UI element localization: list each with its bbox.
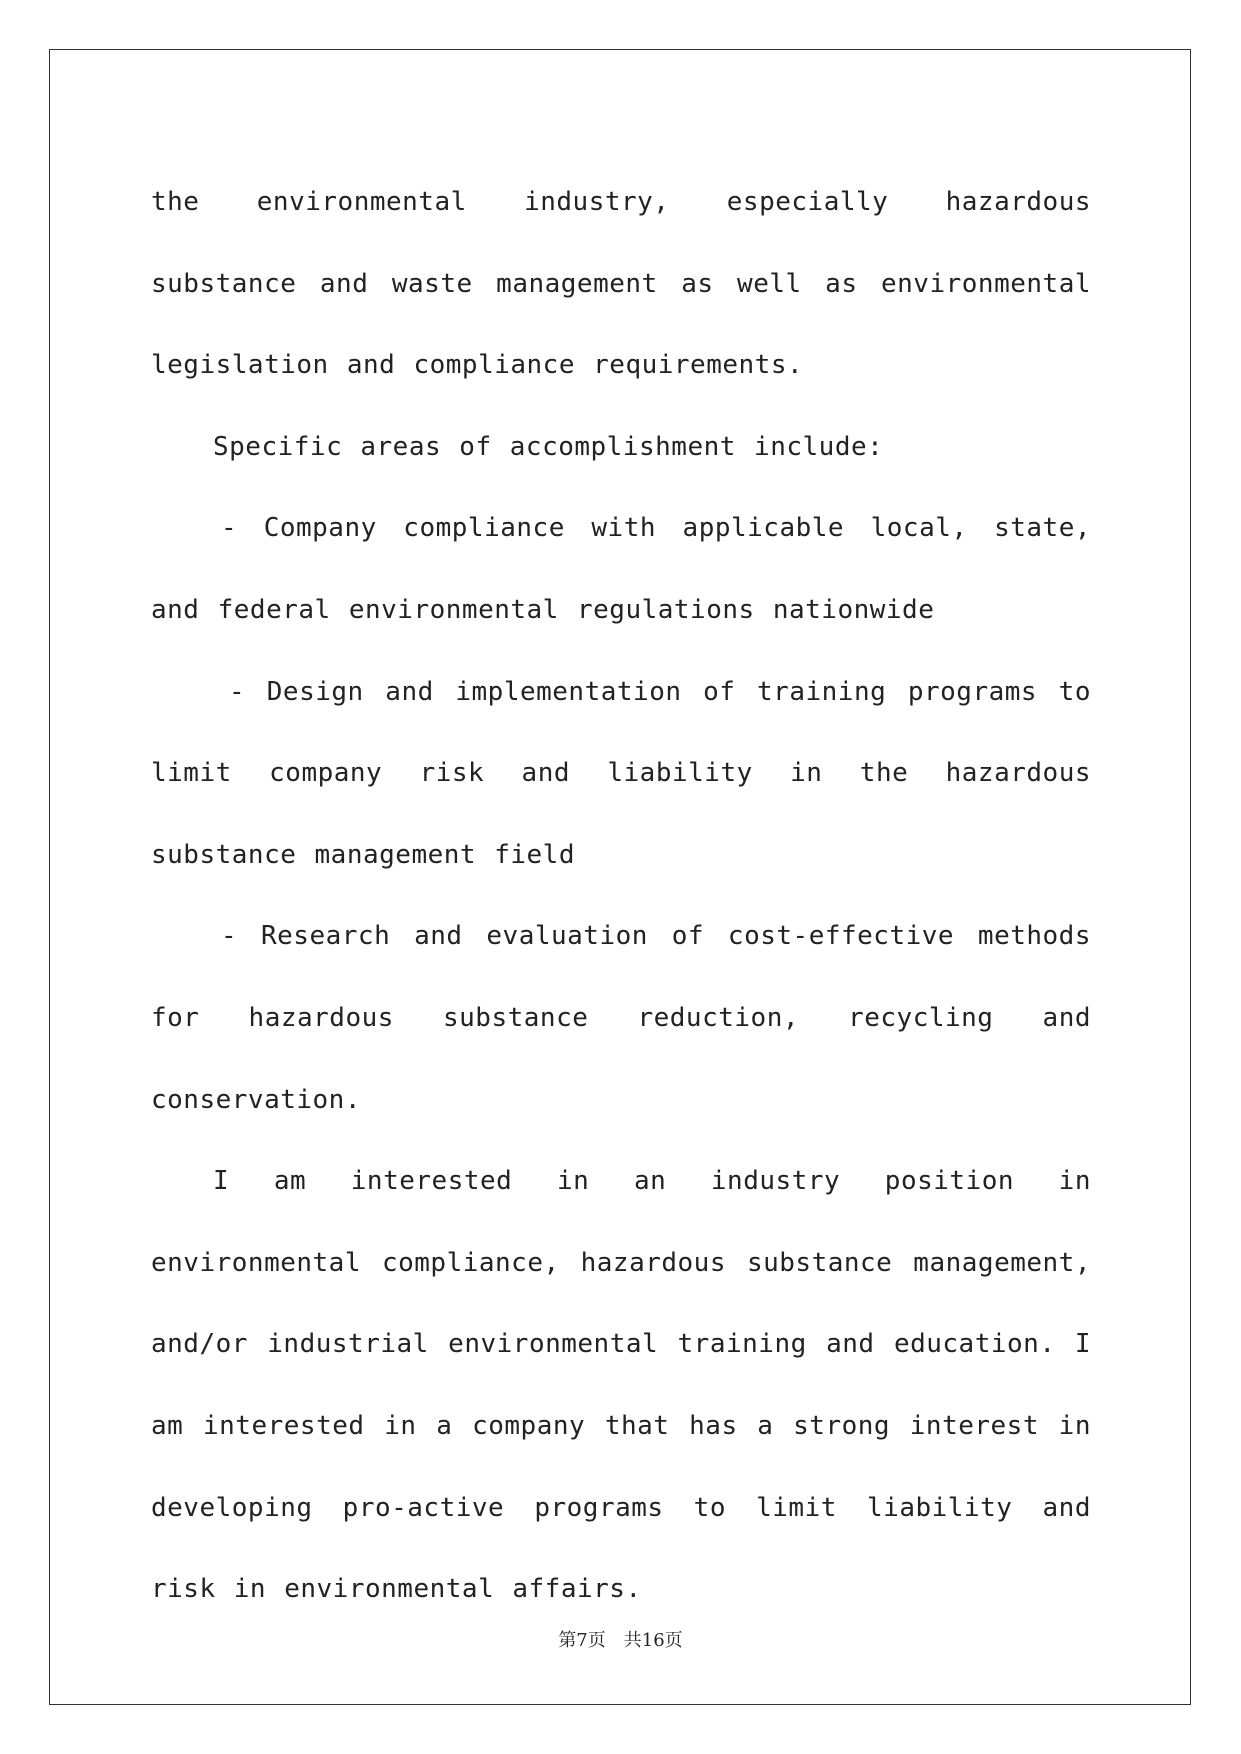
document-body — [151, 162, 1091, 1631]
bullet-compliance: - Company compliance with applicable local, state, and federal environmental regulations nationwide — [151, 513, 1091, 625]
paragraph-accomplishments-intro: Specific areas of accomplishment include: — [213, 431, 884, 462]
paragraph-continuation: the environmental industry, especially hazardous substance and waste management as well as environmental legislation and compliance requirements. — [151, 187, 1091, 381]
paragraph-interest: I am interested in an industry position in environmental compliance, hazardous substance management, and/or industrial environmental training and education. I am interested in a company that has a strong interest in developing pro-active programs to limit liability and risk in environmental affairs. — [151, 1166, 1091, 1605]
bullet-research: - Research and evaluation of cost-effective methods for hazardous substance reduction, recycling and conservation. — [151, 921, 1091, 1115]
bullet-training: - Design and implementation of training programs to limit company risk and liability in the hazardous substance management field — [151, 676, 1091, 870]
page-number-footer: 第7页 共16页 — [558, 1630, 683, 1651]
